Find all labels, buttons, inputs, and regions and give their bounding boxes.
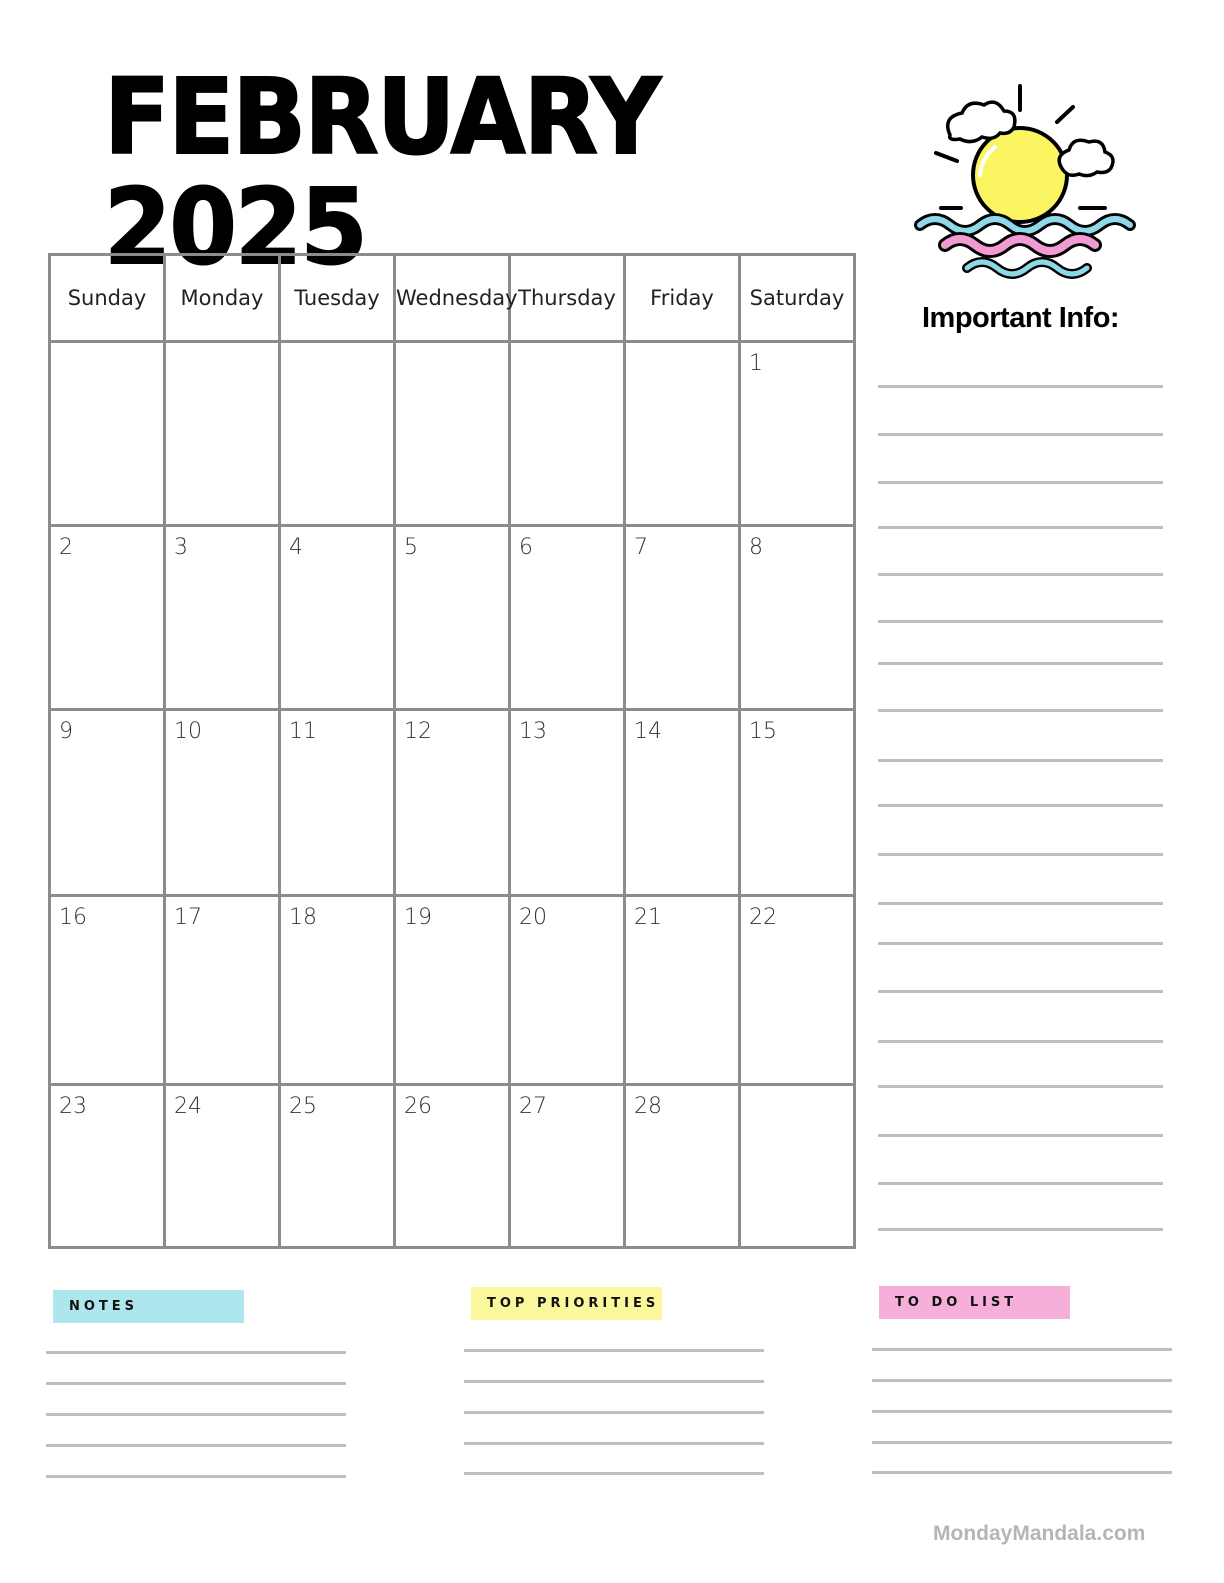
- weekday-sunday: Sunday: [50, 255, 165, 342]
- writing-line: [878, 1040, 1163, 1043]
- writing-line: [878, 620, 1163, 623]
- writing-line: [872, 1471, 1172, 1474]
- notes-label: NOTES: [53, 1290, 244, 1323]
- writing-line: [878, 662, 1163, 665]
- day-cell[interactable]: [165, 1085, 280, 1248]
- day-cell[interactable]: [625, 526, 740, 710]
- day-number: 14: [634, 719, 662, 744]
- weekday-friday: Friday: [625, 255, 740, 342]
- weekday-thursday: Thursday: [510, 255, 625, 342]
- writing-line: [46, 1351, 346, 1354]
- writing-line: [46, 1475, 346, 1478]
- day-cell[interactable]: [510, 342, 625, 526]
- day-number: 28: [634, 1094, 662, 1119]
- day-cell[interactable]: [280, 342, 395, 526]
- week-row: [50, 896, 855, 1085]
- day-number: 8: [749, 535, 763, 560]
- top-priorities-label: TOP PRIORITIES: [471, 1287, 662, 1320]
- calendar-grid: [48, 253, 856, 1249]
- writing-line: [878, 385, 1163, 388]
- day-number: 1: [749, 351, 763, 376]
- writing-line: [872, 1379, 1172, 1382]
- day-cell[interactable]: [280, 1085, 395, 1248]
- writing-line: [878, 990, 1163, 993]
- writing-line: [464, 1349, 764, 1352]
- day-cell[interactable]: [625, 1085, 740, 1248]
- day-number: 25: [289, 1094, 317, 1119]
- day-number: 27: [519, 1094, 547, 1119]
- writing-line: [878, 526, 1163, 529]
- day-number: 2: [59, 535, 73, 560]
- day-cell[interactable]: [165, 710, 280, 896]
- day-cell[interactable]: [625, 896, 740, 1085]
- day-cell[interactable]: [50, 342, 165, 526]
- day-cell[interactable]: [50, 896, 165, 1085]
- week-row: [50, 526, 855, 710]
- day-cell[interactable]: [740, 342, 855, 526]
- day-number: 5: [404, 535, 418, 560]
- day-cell[interactable]: [395, 1085, 510, 1248]
- day-number: 13: [519, 719, 547, 744]
- writing-line: [878, 481, 1163, 484]
- writing-line: [464, 1472, 764, 1475]
- day-cell[interactable]: [510, 710, 625, 896]
- writing-line: [878, 1182, 1163, 1185]
- day-number: 18: [289, 905, 317, 930]
- day-number: 3: [174, 535, 188, 560]
- day-cell[interactable]: [165, 526, 280, 710]
- weekday-monday: Monday: [165, 255, 280, 342]
- writing-line: [878, 759, 1163, 762]
- day-number: 6: [519, 535, 533, 560]
- writing-line: [46, 1382, 346, 1385]
- day-cell[interactable]: [510, 896, 625, 1085]
- writing-line: [464, 1380, 764, 1383]
- weekday-header-row: [50, 255, 855, 342]
- writing-line: [464, 1442, 764, 1445]
- day-cell[interactable]: [510, 1085, 625, 1248]
- weekday-saturday: Saturday: [740, 255, 855, 342]
- day-number: 26: [404, 1094, 432, 1119]
- day-cell[interactable]: [280, 710, 395, 896]
- day-number: 19: [404, 905, 432, 930]
- day-number: 17: [174, 905, 202, 930]
- day-cell[interactable]: [280, 526, 395, 710]
- writing-line: [872, 1348, 1172, 1351]
- day-cell[interactable]: [740, 1085, 855, 1248]
- day-number: 4: [289, 535, 303, 560]
- writing-line: [878, 573, 1163, 576]
- day-cell[interactable]: [50, 710, 165, 896]
- important-info-title: Important Info:: [922, 302, 1120, 334]
- writing-line: [46, 1444, 346, 1447]
- writing-line: [878, 942, 1163, 945]
- writing-line: [872, 1410, 1172, 1413]
- writing-line: [878, 902, 1163, 905]
- day-cell[interactable]: [50, 1085, 165, 1248]
- week-row: [50, 342, 855, 526]
- day-cell[interactable]: [740, 896, 855, 1085]
- page-title: FEBRUARY 2025: [104, 56, 660, 288]
- week-row: [50, 1085, 855, 1248]
- day-cell[interactable]: [165, 896, 280, 1085]
- week-row: [50, 710, 855, 896]
- writing-line: [878, 804, 1163, 807]
- writing-line: [878, 433, 1163, 436]
- day-number: 24: [174, 1094, 202, 1119]
- day-number: 11: [289, 719, 317, 744]
- day-number: 9: [59, 719, 73, 744]
- writing-line: [878, 709, 1163, 712]
- writing-line: [878, 853, 1163, 856]
- todo-list-label: TO DO LIST: [879, 1286, 1070, 1319]
- day-number: 12: [404, 719, 432, 744]
- day-cell[interactable]: [395, 526, 510, 710]
- day-number: 7: [634, 535, 648, 560]
- sun-over-sea-icon: [905, 80, 1140, 285]
- day-cell[interactable]: [510, 526, 625, 710]
- day-cell[interactable]: [395, 710, 510, 896]
- writing-line: [872, 1441, 1172, 1444]
- day-number: 10: [174, 719, 202, 744]
- day-cell[interactable]: [165, 342, 280, 526]
- writing-line: [878, 1085, 1163, 1088]
- day-cell[interactable]: [395, 896, 510, 1085]
- day-number: 15: [749, 719, 777, 744]
- day-number: 20: [519, 905, 547, 930]
- writing-line: [878, 1228, 1163, 1231]
- day-number: 16: [59, 905, 87, 930]
- brand-footer: MondayMandala.com: [933, 1522, 1146, 1545]
- day-cell[interactable]: [395, 342, 510, 526]
- weekday-wednesday: Wednesday: [395, 255, 510, 342]
- weekday-tuesday: Tuesday: [280, 255, 395, 342]
- writing-line: [46, 1413, 346, 1416]
- day-cell[interactable]: [50, 526, 165, 710]
- day-number: 21: [634, 905, 662, 930]
- day-cell[interactable]: [740, 710, 855, 896]
- day-cell[interactable]: [740, 526, 855, 710]
- day-number: 23: [59, 1094, 87, 1119]
- writing-line: [464, 1411, 764, 1414]
- writing-line: [878, 1134, 1163, 1137]
- day-cell[interactable]: [625, 342, 740, 526]
- day-cell[interactable]: [280, 896, 395, 1085]
- day-number: 22: [749, 905, 777, 930]
- day-cell[interactable]: [625, 710, 740, 896]
